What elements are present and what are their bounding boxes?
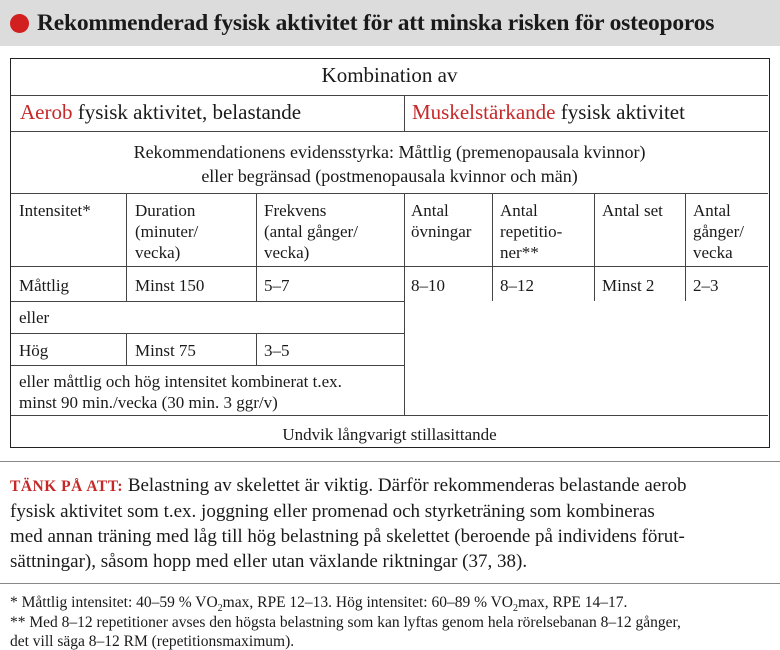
table-divider xyxy=(11,193,768,194)
col-intensity-header xyxy=(19,200,124,221)
footnote-text: det vill säga 8–12 RM (repetitionsmaximum). xyxy=(10,633,295,650)
muscle-heading xyxy=(412,102,768,123)
or-label: eller xyxy=(19,308,50,327)
combination-heading: Kombination av xyxy=(321,63,458,87)
subscript: 2 xyxy=(513,603,519,615)
table-divider xyxy=(11,266,768,267)
aerob-heading xyxy=(20,102,404,123)
combined-line: minst 90 min./vecka (30 min. 3 ggr/v) xyxy=(19,393,278,412)
table-divider xyxy=(256,333,257,365)
aerob-highlight: Aerob xyxy=(20,100,73,124)
header-line: Antal xyxy=(693,201,731,220)
exercises-value: 8–10 xyxy=(411,276,445,295)
table-divider xyxy=(404,95,405,131)
note-line: med annan träning med låg till hög belastning på skelettet (beroende på individens förut- xyxy=(10,526,685,547)
table-divider xyxy=(404,193,405,415)
combined-line: eller måttlig och hög intensitet kombinerat t.ex. xyxy=(19,372,342,391)
combined-text xyxy=(19,371,403,413)
table-divider xyxy=(11,301,404,302)
evidence-line: eller begränsad (postmenopausala kvinnor och män) xyxy=(201,166,578,186)
footnote-text: ** Med 8–12 repetitioner avses den högsta belastning som kan lyftas genom hela rörelsebanan 8–12 gånger, xyxy=(10,614,681,631)
muscle-highlight: Muskelstärkande xyxy=(412,100,556,124)
header-line: övningar xyxy=(411,222,472,241)
note-line: fysisk aktivitet som t.ex. joggning eller promenad och styrketräning som kombineras xyxy=(10,501,655,522)
header-line: ner** xyxy=(500,243,539,262)
high-intensity: Hög xyxy=(19,341,49,360)
note-line: sättningar), såsom hopp med eller utan växlande riktningar (37, 38). xyxy=(10,551,528,572)
header-line: Duration xyxy=(135,201,196,220)
header-line: Antal xyxy=(500,201,538,220)
red-bullet-icon xyxy=(10,14,29,33)
note-label: TÄNK PÅ ATT: xyxy=(10,478,124,495)
aerob-rest: fysisk aktivitet, belastande xyxy=(72,100,302,124)
note-paragraph xyxy=(10,473,776,574)
table-divider xyxy=(11,365,404,366)
table-divider xyxy=(256,193,257,301)
table-divider xyxy=(11,333,404,334)
repetitions-value: 8–12 xyxy=(500,276,534,295)
evidence-text xyxy=(11,140,768,188)
col-times-header xyxy=(693,200,767,263)
table-divider xyxy=(685,193,686,301)
table-divider xyxy=(492,193,493,301)
header-line: repetitio- xyxy=(500,222,563,241)
moderate-duration: Minst 150 xyxy=(135,276,205,295)
recommendation-table xyxy=(10,58,770,448)
header-line: vecka) xyxy=(264,243,310,262)
col-exercises-header xyxy=(411,200,491,242)
footnote-text: max, RPE 12–13. Hög intensitet: 60–89 % VO xyxy=(222,594,514,611)
table-divider xyxy=(126,193,127,301)
col-sets-header xyxy=(602,200,684,221)
col-frequency-header xyxy=(264,200,404,263)
table-divider xyxy=(594,193,595,301)
header-line: (antal gånger/ xyxy=(264,222,358,241)
footnote-repetitions xyxy=(10,613,681,650)
header-bar xyxy=(0,0,780,46)
footnote-text: max, RPE 14–17. xyxy=(518,594,628,611)
col-repetitions-header xyxy=(500,200,592,263)
times-value: 2–3 xyxy=(693,276,719,295)
page-title: Rekommenderad fysisk aktivitet för att minska risken för osteoporos xyxy=(37,9,715,36)
table-divider xyxy=(11,95,768,96)
sets-value: Minst 2 xyxy=(602,276,655,295)
header-line: gånger/ xyxy=(693,222,744,241)
section-divider xyxy=(0,461,780,462)
footnote-text: * Måttlig intensitet: 40–59 % VO xyxy=(10,594,218,611)
table-divider xyxy=(11,131,768,132)
moderate-intensity: Måttlig xyxy=(19,276,70,295)
header-line: vecka) xyxy=(135,243,181,262)
table-divider xyxy=(126,333,127,365)
subscript: 2 xyxy=(217,603,223,615)
header-line: Intensitet* xyxy=(19,201,91,220)
header-line: Frekvens xyxy=(264,201,327,220)
header-line: Antal set xyxy=(602,201,663,220)
note-line: Belastning av skelettet är viktig. Därför rekommenderas belastande aerob xyxy=(123,475,687,496)
moderate-frequency: 5–7 xyxy=(264,276,290,295)
col-duration-header xyxy=(135,200,255,263)
header-line: vecka xyxy=(693,243,733,262)
high-duration: Minst 75 xyxy=(135,341,196,360)
header-line: Antal xyxy=(411,201,449,220)
table-divider xyxy=(11,415,768,416)
header-line: (minuter/ xyxy=(135,222,199,241)
section-divider xyxy=(0,583,780,584)
high-frequency: 3–5 xyxy=(264,341,290,360)
evidence-line: Rekommendationens evidensstyrka: Måttlig (premenopausala kvinnor) xyxy=(133,142,646,162)
avoid-sitting-text: Undvik långvarigt stillasittande xyxy=(282,425,497,444)
muscle-rest: fysisk aktivitet xyxy=(555,100,685,124)
